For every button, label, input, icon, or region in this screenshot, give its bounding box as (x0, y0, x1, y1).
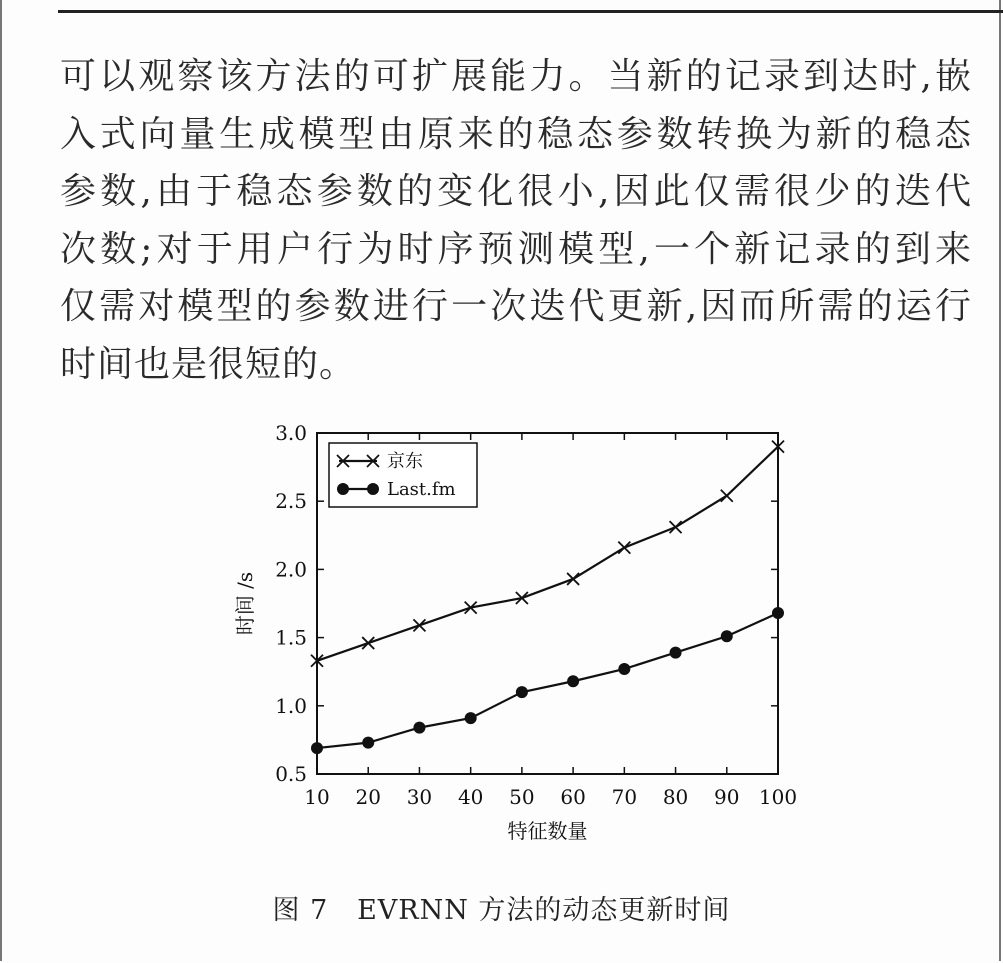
data-point (362, 637, 374, 649)
data-point (618, 542, 630, 554)
figure-caption (0, 888, 1003, 927)
data-point (772, 607, 784, 619)
x-tick-label: 100 (758, 785, 798, 809)
data-point (721, 490, 733, 502)
x-tick-label: 20 (355, 785, 381, 809)
y-tick-label: 1.0 (275, 693, 307, 718)
paragraph-line: 参数,由于稳态参数的变化很小,因此仅需很少的迭代 (60, 171, 972, 212)
data-point (465, 712, 477, 724)
x-tick-label: 60 (560, 785, 586, 809)
series-line (317, 613, 778, 748)
legend-label: 京东 (387, 451, 423, 472)
data-point (516, 686, 528, 698)
body-paragraph (60, 48, 972, 393)
line-chart (230, 415, 810, 855)
y-tick-label: 0.5 (275, 762, 307, 786)
figure-caption-text: EVRNN 方法的动态更新时间 (357, 895, 731, 926)
paragraph-line: 次数;对于用户行为时序预测模型,一个新记录的到来 (60, 228, 972, 270)
x-axis-label: 特征数量 (507, 819, 588, 843)
paragraph-line: 仅需对模型的参数进行一次迭代更新,因而所需的运行 (60, 286, 972, 327)
x-tick-label: 50 (509, 785, 535, 809)
paragraph-line: 入式向量生成模型由原来的稳态参数转换为新的稳态 (60, 113, 972, 155)
x-tick-label: 40 (457, 785, 484, 809)
y-tick-label: 2.5 (275, 489, 307, 514)
data-point (618, 663, 630, 675)
data-point (413, 722, 425, 734)
data-point (721, 630, 733, 642)
legend-label: Last.fm (387, 479, 456, 500)
data-point (670, 521, 682, 533)
y-axis-label: 时间 /s (233, 571, 257, 636)
data-point (413, 619, 425, 631)
data-point (367, 483, 379, 495)
data-point (311, 742, 323, 754)
y-tick-label: 1.5 (275, 625, 307, 650)
paragraph-line: 可以观察该方法的可扩展能力。当新的记录到达时,嵌 (60, 56, 972, 97)
x-tick-label: 70 (611, 785, 638, 809)
figure-number: 图 7 (272, 895, 329, 926)
data-point (670, 647, 682, 659)
y-tick-label: 3.0 (275, 421, 307, 445)
paragraph-line: 时间也是很短的。 (60, 343, 357, 385)
x-tick-label: 30 (406, 785, 433, 809)
data-point (567, 675, 579, 687)
header-rule (58, 10, 1003, 13)
x-tick-label: 10 (304, 785, 330, 809)
x-tick-label: 90 (714, 785, 740, 809)
y-tick-label: 2.0 (275, 557, 307, 582)
data-point (362, 737, 374, 749)
data-point (567, 573, 579, 585)
data-point (337, 483, 349, 495)
x-tick-label: 80 (662, 785, 689, 809)
